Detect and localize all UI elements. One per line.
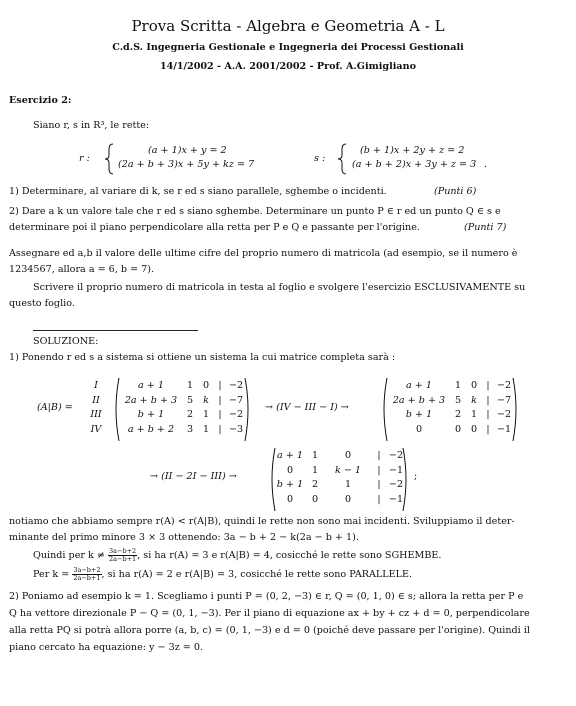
- matrix-3-cell: −2: [388, 479, 404, 490]
- skew-fraction: [108, 548, 137, 563]
- matrix-1-cell: |: [218, 394, 222, 406]
- matrix-3-cell: 1: [311, 450, 319, 461]
- exercise-intro: Siano r, s in R³, le rette:: [33, 120, 150, 131]
- row-label: III: [90, 409, 102, 420]
- part-2-line-2: Q ha vettore direzionale P − Q = (0, 1, −3). Per il piano di equazione ax + by + cz + d = 0, perpendicolare: [9, 608, 530, 619]
- skew-pre: Quindi per k ≠: [33, 550, 105, 561]
- r-equation-1: (a + 1)x + y = 2: [148, 145, 227, 156]
- parallel-condition: [33, 567, 412, 582]
- matrix-3-cell: −2: [388, 450, 404, 461]
- matrix-2-cell: |: [486, 423, 490, 435]
- matrix-3-cell: |: [377, 493, 381, 505]
- matrix-2-cell: 2: [454, 409, 462, 420]
- matrix-1-cell: 1: [186, 380, 194, 391]
- parallel-post: , si ha r(A) = 2 e r(A|B) = 3, cosicché le rette sono PARALLELE.: [101, 569, 413, 580]
- s-equation-2: (a + b + 2)x + 3y + z = 3: [352, 159, 477, 170]
- skew-condition: [33, 548, 441, 563]
- question-2-line-2: determinare poi il piano perpendicolare alla retta per P e Q e passante per l'origine.: [9, 222, 420, 233]
- separator-rule: [33, 330, 198, 331]
- matrix-1-cell: b + 1: [137, 409, 165, 420]
- matrix-1-cell: a + b + 2: [127, 423, 175, 435]
- matrix-3-cell: 0: [286, 464, 294, 476]
- solution-part-1-intro: 1) Ponendo r ed s a sistema si ottiene un sistema la cui matrice completa sarà :: [9, 352, 396, 363]
- question-1: 1) Determinare, al variare di k, se r ed s siano parallele, sghembe o incidenti.: [9, 186, 387, 197]
- matrix-2-cell: |: [486, 380, 490, 391]
- matrix-1-cell: |: [218, 380, 222, 391]
- matrix-3-cell: |: [377, 450, 381, 461]
- matrix-2-cell: −2: [496, 409, 512, 420]
- matrix-3-cell: 2: [311, 479, 319, 490]
- matrix-1-cell: 0: [202, 380, 210, 391]
- matrix-3-end: ;: [414, 471, 418, 482]
- s-equation-1: (b + 1)x + 2y + z = 2: [360, 145, 465, 156]
- matrix-3-cell: 1: [311, 464, 319, 476]
- s-label: s :: [314, 153, 326, 164]
- row-label: II: [92, 394, 100, 406]
- matrix-3-cell: 1: [344, 479, 352, 490]
- matrix-1-cell: |: [218, 409, 222, 420]
- matrix-3-cell: −1: [388, 464, 404, 476]
- matrix-lhs: (A|B) =: [37, 402, 73, 413]
- exercise-heading: Esercizio 2:: [9, 95, 72, 106]
- write-line-1: Scrivere il proprio numero di matricola in testa al foglio e svolgere l'esercizio ESCLUSIVAMENTE su: [33, 282, 526, 293]
- matrix-1-cell: 2a + b + 3: [124, 394, 178, 406]
- parallel-fraction: [72, 567, 101, 582]
- write-line-2: questo foglio.: [9, 298, 75, 309]
- matrix-2-cell: 0: [415, 423, 423, 435]
- matrix-3-cell: 0: [286, 493, 294, 505]
- matrix-3-cell: k − 1: [334, 464, 362, 476]
- matrix-1-cell: 1: [202, 409, 210, 420]
- row-operation-2: → (II − 2I − III) →: [150, 471, 237, 482]
- date-line: 14/1/2002 - A.A. 2001/2002 - Prof. A.Gimigliano: [159, 61, 416, 72]
- row-label: IV: [90, 423, 102, 435]
- matrix-3-cell: |: [377, 479, 381, 490]
- matrix-3-cell: b + 1: [276, 479, 304, 490]
- matrix-1-cell: 5: [186, 394, 194, 406]
- row-operation-1: → (IV − III − I) →: [265, 402, 349, 413]
- matrix-2-cell: 2a + b + 3: [392, 394, 446, 406]
- s-brace: [337, 143, 349, 175]
- skew-numerator: 3a−b+2: [108, 547, 137, 555]
- parallel-denominator: 2a−b+1: [73, 574, 101, 582]
- assign-line-2: 1234567, allora a = 6, b = 7).: [9, 264, 155, 275]
- r-brace: [104, 143, 116, 175]
- matrix-1-cell: −2: [228, 409, 244, 420]
- part-2-line-1: 2) Poniamo ad esempio k = 1. Scegliamo i punti P = (0, 2, −3) ∈ r, Q = (0, 1, 0) ∈ s; allora la retta per P e: [9, 591, 524, 602]
- matrix-1-cell: 1: [202, 423, 210, 435]
- matrix-1-cell: k: [203, 394, 209, 406]
- question-1-points: (Punti 6): [434, 186, 477, 197]
- matrix-1-cell: 2: [186, 409, 194, 420]
- page-title: Prova Scritta - Algebra e Geometria A - L: [131, 17, 445, 35]
- part-2-line-3: alla retta PQ si potrà allora porre (a, b, c) = (0, 1, −3) e d = 0 (poiché deve passare per l'origine). Quindi il: [9, 625, 530, 636]
- note-line-2: minante del primo minore 3 × 3 ottenendo: 3a − b + 2 − k(2a − b + 1).: [9, 532, 359, 543]
- matrix-1-cell: −7: [228, 394, 244, 406]
- matrix-2-cell: 0: [470, 380, 478, 391]
- solution-heading: SOLUZIONE:: [33, 336, 99, 347]
- matrix-3-cell: |: [377, 464, 381, 476]
- skew-denominator: 2a−b+1: [108, 555, 137, 563]
- row-label: I: [94, 380, 98, 391]
- parallel-numerator: 3a−b+2: [73, 566, 101, 574]
- matrix-2-cell: |: [486, 409, 490, 420]
- matrix-2-cell: −7: [496, 394, 512, 406]
- matrix-1-cell: −3: [228, 423, 244, 435]
- matrix-1-cell: 3: [186, 423, 194, 435]
- matrix-2-cell: −1: [496, 423, 512, 435]
- question-2-points: (Punti 7): [464, 222, 507, 233]
- course-line: C.d.S. Ingegneria Gestionale e Ingegneria dei Processi Gestionali: [112, 42, 464, 53]
- matrix-2-cell: 1: [470, 409, 478, 420]
- matrix-3-cell: 0: [344, 493, 352, 505]
- matrix-2-cell: 1: [454, 380, 462, 391]
- note-line-1: notiamo che abbiamo sempre r(A) < r(A|B), quindi le rette non sono mai incidenti. Sviluppiamo il deter-: [9, 516, 515, 527]
- matrix-2-cell: |: [486, 394, 490, 406]
- matrix-2-cell: −2: [496, 380, 512, 391]
- matrix-3-cell: 0: [311, 493, 319, 505]
- skew-post: , si ha r(A) = 3 e r(A|B) = 4, cosicché le rette sono SGHEMBE.: [137, 550, 442, 561]
- matrix-2-cell: a + 1: [406, 380, 432, 391]
- matrix-2-cell: 0: [470, 423, 478, 435]
- matrix-3-cell: −1: [388, 493, 404, 505]
- matrix-2-cell: b + 1: [405, 409, 433, 420]
- r-equation-2: (2a + b + 3)x + 5y + kz = 7: [118, 159, 255, 170]
- part-2-line-4: piano cercato ha equazione: y − 3z = 0.: [9, 642, 204, 653]
- r-label: r :: [79, 153, 90, 164]
- parallel-pre: Per k =: [33, 569, 70, 580]
- matrix-3-cell: a + 1: [277, 450, 303, 461]
- matrix-1-cell: |: [218, 423, 222, 435]
- matrix-2-cell: k: [471, 394, 477, 406]
- matrix-1-cell: −2: [228, 380, 244, 391]
- matrix-1-cell: a + 1: [138, 380, 164, 391]
- matrix-2-cell: 5: [454, 394, 462, 406]
- matrix-3-cell: 0: [344, 450, 352, 461]
- assign-line-1: Assegnare ed a,b il valore delle ultime cifre del proprio numero di matricola (ad esempio, se il numero è: [9, 248, 518, 259]
- s-end: .: [484, 159, 488, 170]
- matrix-2-cell: 0: [454, 423, 462, 435]
- question-2-line-1: 2) Dare a k un valore tale che r ed s siano sghembe. Determinare un punto P ∈ r ed un punto Q ∈ s e: [9, 206, 501, 217]
